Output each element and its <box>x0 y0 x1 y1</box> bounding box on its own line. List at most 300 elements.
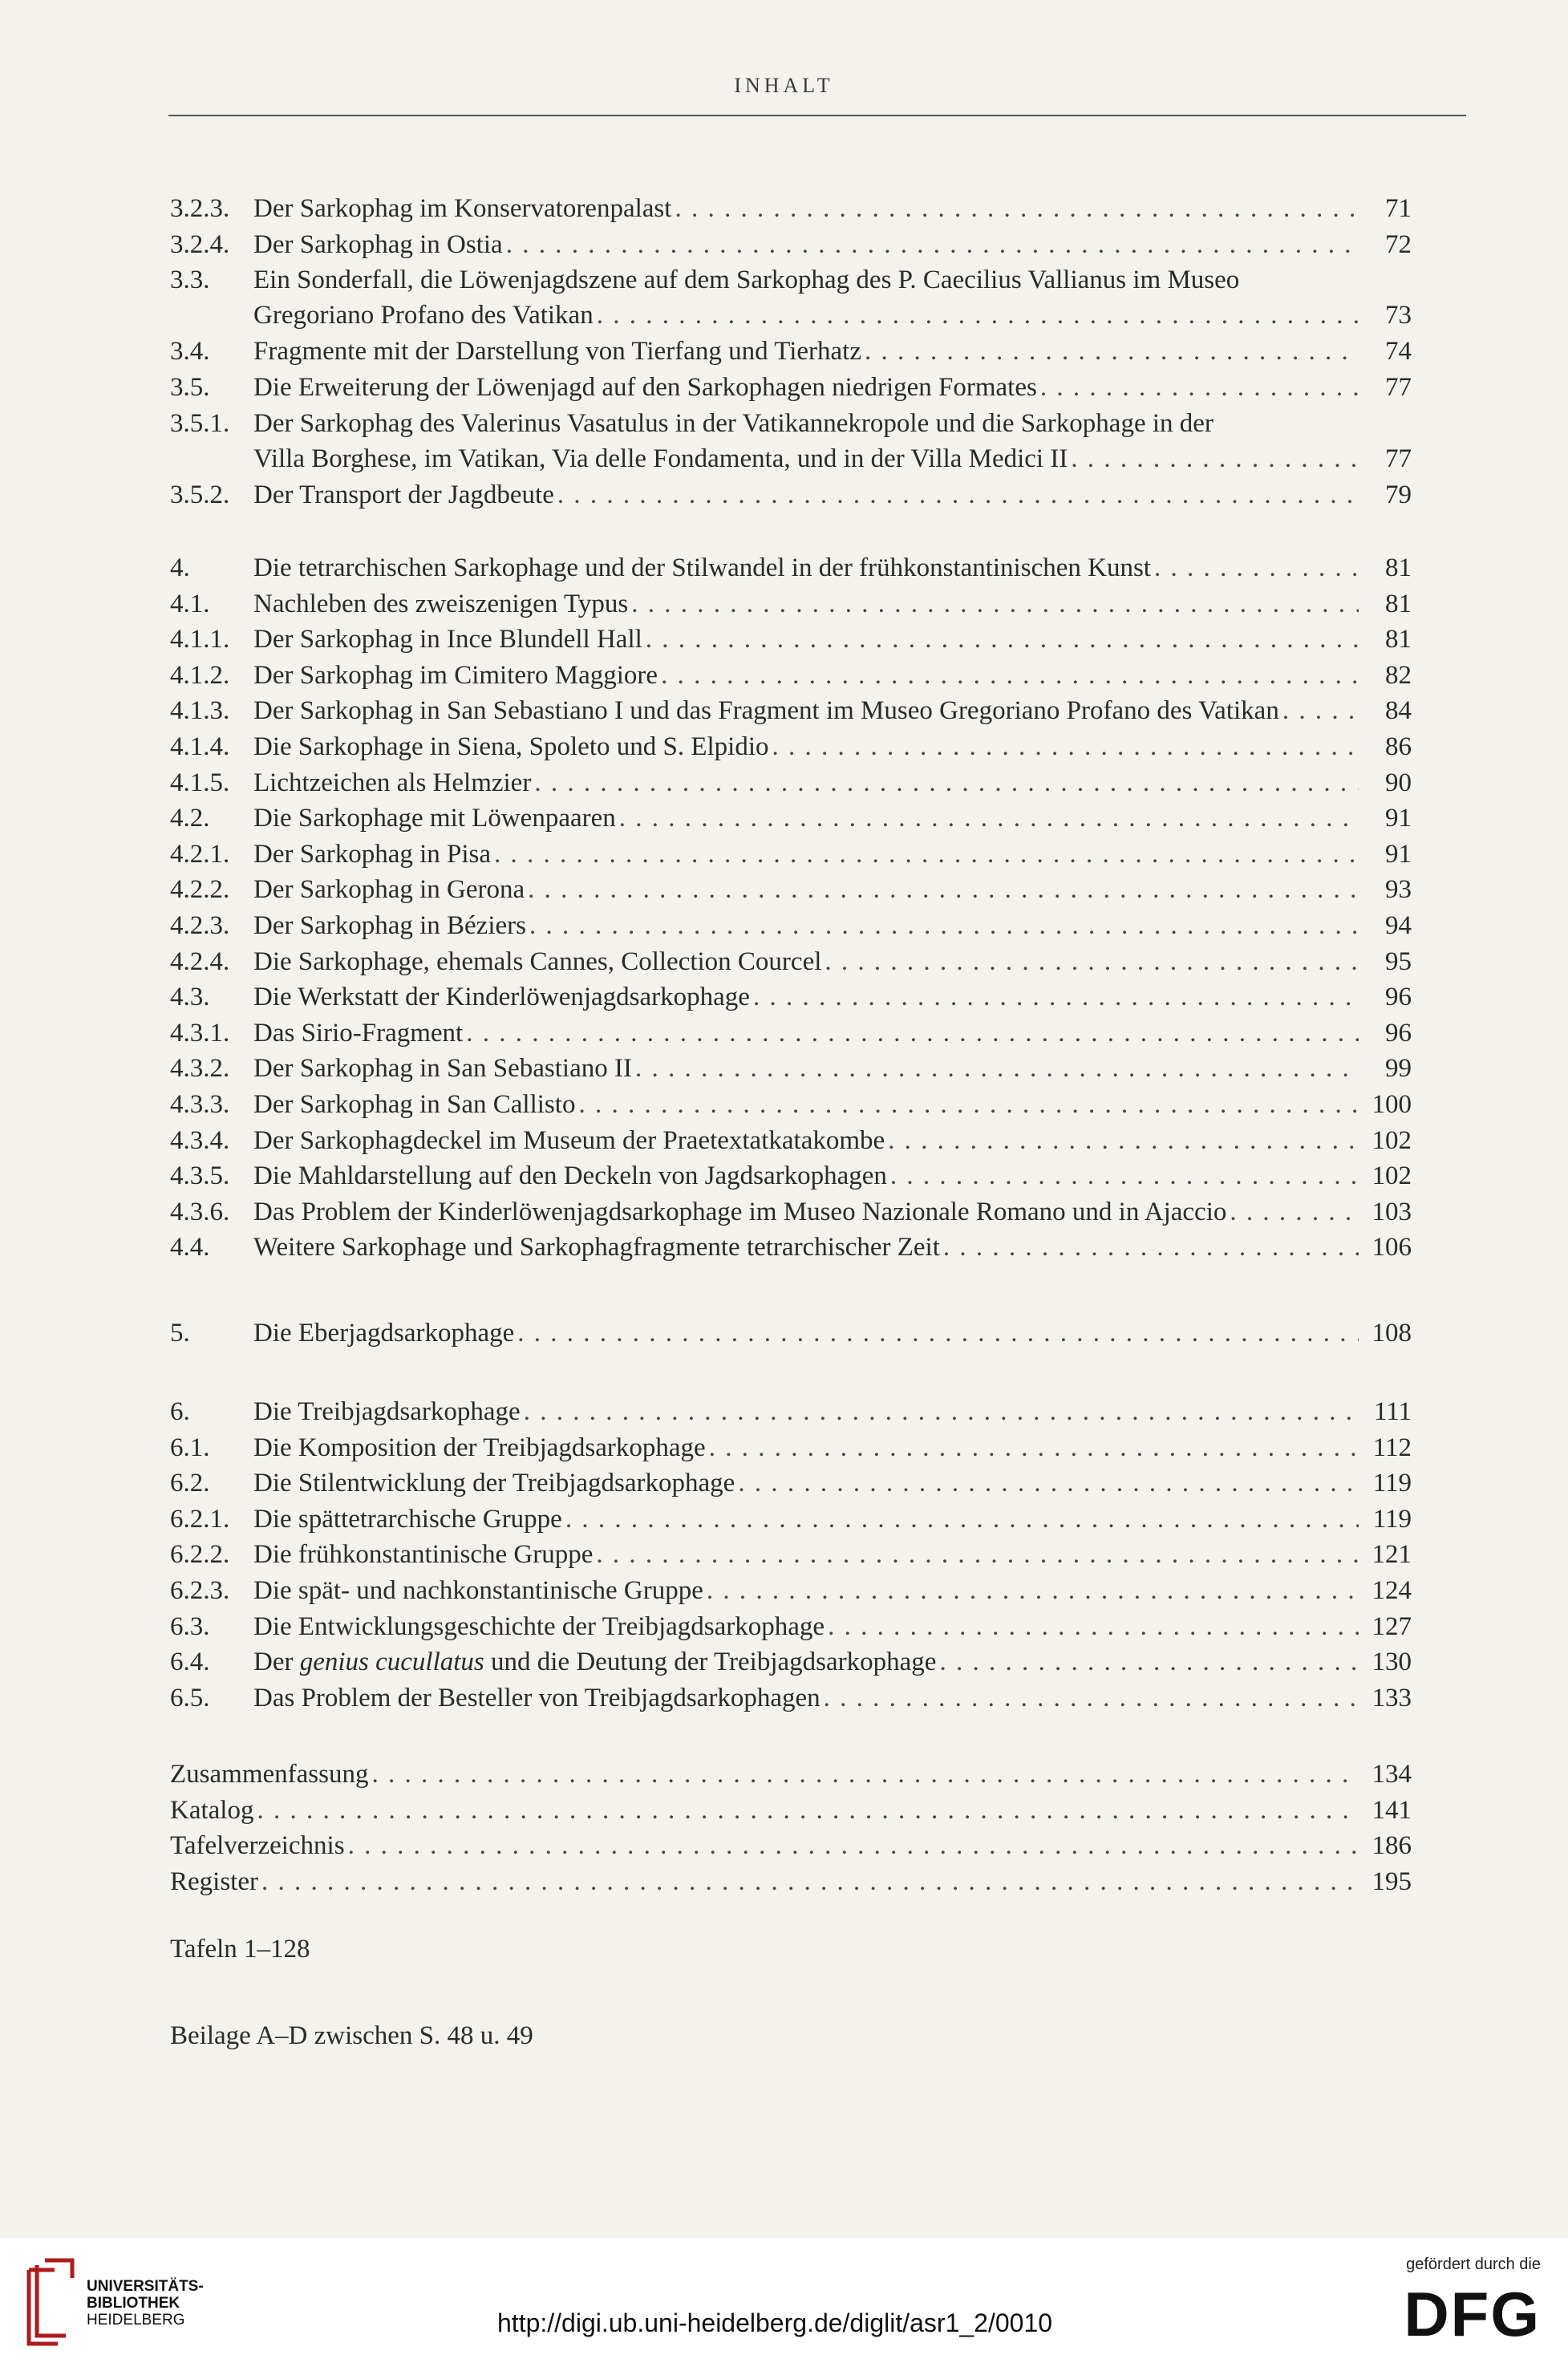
toc-entry <box>170 944 1412 979</box>
toc-entry-title-text: Der Sarkophag im Konservatorenpalast <box>253 194 672 223</box>
toc-entry <box>170 800 1412 836</box>
toc-entry-title <box>253 1394 521 1429</box>
toc-leader-dots <box>825 944 1359 979</box>
toc-entry-line <box>253 1123 1412 1158</box>
toc-leader-dots <box>506 227 1359 262</box>
source-url-link[interactable]: http://digi.ub.uni-heidelberg.de/diglit/asr1_2/0010 <box>497 2308 1053 2337</box>
toc-page-number: 133 <box>1371 1683 1412 1712</box>
toc-page-number: 111 <box>1373 1397 1412 1426</box>
toc-entry-title-text: Der Sarkophag in Pisa <box>253 839 492 869</box>
toc-page-number: 79 <box>1385 480 1412 509</box>
toc-entry-title <box>253 1315 514 1351</box>
toc-entry-line <box>253 693 1412 728</box>
toc-entry-title <box>253 441 1068 476</box>
toc-page-number: 99 <box>1385 1054 1412 1084</box>
toc-leader-dots <box>1040 370 1359 405</box>
toc-leader-dots <box>890 1158 1359 1194</box>
toc-page-number: 96 <box>1385 1018 1412 1048</box>
toc-leader-dots <box>888 1123 1359 1158</box>
toc-leader-dots <box>1154 550 1359 586</box>
toc-leader-dots <box>661 658 1359 693</box>
toc-leader-dots <box>707 1573 1359 1608</box>
toc-page-number: 82 <box>1385 660 1412 690</box>
toc-entry <box>170 1230 1412 1265</box>
toc-entry-title <box>253 944 821 979</box>
toc-entry-title <box>253 1087 575 1122</box>
toc-entry-number: 4.1. <box>170 589 210 618</box>
toc-entry <box>170 729 1412 764</box>
toc-entry-line <box>253 658 1412 693</box>
toc-leader-dots <box>494 837 1359 872</box>
toc-entry-title-text: Das Problem der Besteller von Treibjagdsarkophagen <box>253 1683 820 1712</box>
toc-entry-title-text: Die Mahldarstellung auf den Deckeln von Jagdsarkophagen <box>253 1161 887 1191</box>
toc-entry-number: 4.3. <box>170 983 210 1012</box>
toc-page-number: 93 <box>1385 875 1412 905</box>
toc-entry-title-text: Fragmente mit der Darstellung von Tierfang und Tierhatz <box>253 337 861 367</box>
toc-entry-line <box>253 1015 1412 1051</box>
toc-entry-number: 6.3. <box>170 1611 210 1641</box>
toc-leader-dots <box>1282 693 1359 728</box>
toc-entry-line <box>253 872 1412 907</box>
toc-page-number: 91 <box>1385 839 1412 869</box>
toc-entry-title-text: Weitere Sarkophage und Sarkophagfragmente tetrarchischer Zeit <box>253 1233 940 1263</box>
toc-entry-title <box>253 837 491 872</box>
toc-leader-dots <box>466 1015 1359 1051</box>
toc-leader-dots <box>529 908 1359 943</box>
toc-page-number: 119 <box>1372 1469 1412 1498</box>
toc-entry <box>170 1644 1412 1680</box>
toc-entry-title <box>253 1015 463 1051</box>
toc-entry-number: 6.2.2. <box>170 1540 230 1570</box>
toc-entry-title-text: Nachleben des zweiszenigen Typus <box>253 589 629 618</box>
toc-entry-title <box>170 1757 368 1792</box>
toc-entry-title <box>170 1828 345 1863</box>
toc-entry-title-text: Zusammenfassung <box>170 1760 369 1789</box>
library-name-line3: HEIDELBERG <box>87 2312 185 2328</box>
toc-page-number: 127 <box>1371 1611 1412 1641</box>
toc-entry <box>170 1158 1412 1194</box>
toc-leader-dots <box>865 334 1359 369</box>
toc-entry-number: 3.5.2. <box>170 480 230 509</box>
toc-page-number: 81 <box>1385 625 1412 655</box>
toc-entry <box>170 586 1412 622</box>
toc-entry <box>170 837 1412 872</box>
toc-entry <box>170 693 1412 728</box>
toc-entry-title-text: Katalog <box>170 1795 254 1825</box>
toc-entry-number: 5. <box>170 1319 190 1348</box>
toc-entry-title <box>253 1465 735 1501</box>
toc-entry-line <box>253 908 1412 943</box>
toc-entry <box>170 1087 1412 1122</box>
toc-entry-title-text: Register <box>170 1866 258 1896</box>
page-header-title: INHALT <box>734 74 834 97</box>
toc-page-number: 77 <box>1385 373 1412 402</box>
toc-entry <box>170 908 1412 943</box>
toc-page-number: 186 <box>1371 1831 1412 1861</box>
toc-entry-title <box>253 1158 887 1194</box>
toc-entry-number: 4.3.3. <box>170 1090 230 1119</box>
toc-entry-title-text: Das Problem der Kinderlöwenjagdsarkophage im Museo Nazionale Romano und in Ajaccio <box>253 1197 1227 1226</box>
toc-entry-title-text: Der Sarkophag in Gerona <box>253 875 525 905</box>
toc-entry <box>170 1394 1412 1429</box>
toc-entry-title-text: Die Sarkophage mit Löwenpaaren <box>253 804 616 833</box>
toc-page-number: 71 <box>1385 194 1412 223</box>
toc-entry-title <box>253 1230 940 1265</box>
toc-leader-dots <box>824 1680 1359 1716</box>
toc-entry-number: 4.3.1. <box>170 1018 230 1048</box>
toc-entry <box>170 334 1412 369</box>
toc-entry-title-text: Die Treibjagdsarkophage <box>253 1397 521 1426</box>
toc-leader-dots <box>596 1537 1359 1572</box>
toc-entry-title <box>253 477 554 513</box>
toc-entry <box>170 1015 1412 1051</box>
toc-entry <box>170 1430 1412 1465</box>
toc-entry <box>170 1123 1412 1158</box>
toc-entry-line <box>253 227 1412 262</box>
toc-entry-title <box>253 370 1037 405</box>
toc-entry-title-text: Tafelverzeichnis <box>170 1831 345 1861</box>
toc-entry <box>170 872 1412 907</box>
toc-entry-number: 4.1.5. <box>170 768 230 797</box>
toc-page-number: 124 <box>1371 1576 1412 1605</box>
toc-entry-title-text: Der Sarkophag in San Sebastiano I und das Fragment im Museo Gregoriano Profano des Vatikan <box>253 696 1279 726</box>
toc-entry-number: 4.3.5. <box>170 1161 230 1191</box>
toc-entry <box>170 1537 1412 1572</box>
toc-entry-title <box>253 586 628 622</box>
toc-entry <box>170 406 1412 476</box>
toc-page-number: 103 <box>1371 1197 1412 1226</box>
toc-entry <box>170 1194 1412 1230</box>
toc-entry-line <box>253 1194 1412 1230</box>
toc-entry-line <box>253 944 1412 979</box>
toc-page-number: 106 <box>1371 1233 1412 1263</box>
toc-leader-dots <box>828 1609 1359 1644</box>
toc-entry-title <box>253 1502 562 1537</box>
toc-page-number: 90 <box>1385 768 1412 797</box>
toc-page-number: 102 <box>1371 1161 1412 1191</box>
toc-leader-dots <box>646 622 1359 657</box>
toc-entry-title-text: Der Sarkophag in Ostia <box>253 229 503 259</box>
toc-entry-title-text: Die spät- und nachkonstantinische Gruppe <box>253 1576 703 1605</box>
toc-entry-line <box>253 800 1412 836</box>
toc-entry <box>170 622 1412 657</box>
toc-entry <box>170 370 1412 405</box>
toc-leader-dots <box>709 1430 1359 1465</box>
toc-entry-title <box>253 800 616 836</box>
toc-entry <box>170 1315 1412 1351</box>
toc-entry-title <box>253 1051 632 1086</box>
toc-entry-number: 4.3.2. <box>170 1054 230 1084</box>
toc-entry-title <box>253 622 642 657</box>
toc-entry <box>170 550 1412 586</box>
toc-entry-title <box>253 1194 1226 1230</box>
toc-leader-dots <box>738 1465 1359 1501</box>
toc-entry-title-text: und die Deutung der Treibjagdsarkophage <box>491 1648 937 1677</box>
toc-entry-line <box>253 1087 1412 1122</box>
toc-page-number: 86 <box>1385 732 1412 761</box>
toc-leader-dots <box>524 1394 1359 1429</box>
toc-entry-title <box>253 191 671 226</box>
toc-entry-line <box>253 586 1412 622</box>
toc-entry-line <box>253 1644 1412 1680</box>
toc-entry <box>170 477 1412 513</box>
toc-entry-title-text: Die spättetrarchische Gruppe <box>253 1504 562 1534</box>
toc-leader-dots <box>1230 1194 1359 1230</box>
toc-page-number: 96 <box>1385 983 1412 1012</box>
toc-entry-line <box>170 1864 1412 1899</box>
toc-entry-number: 4. <box>170 553 190 582</box>
toc-leader-dots <box>257 1793 1359 1828</box>
toc-entry-line <box>253 1609 1412 1644</box>
toc-entry-line <box>253 622 1412 657</box>
toc-entry <box>170 979 1412 1015</box>
toc-entry-title <box>253 979 750 1015</box>
toc-entry-line <box>253 370 1412 405</box>
toc-page-number: 100 <box>1371 1090 1412 1119</box>
toc-entry-title-text: Die Sarkophage, ehemals Cannes, Collection Courcel <box>253 946 822 976</box>
toc-entry-number: 3.2.3. <box>170 194 230 223</box>
toc-leader-dots <box>371 1757 1359 1792</box>
toc-entry-title <box>253 729 769 764</box>
toc-entry-line <box>253 1394 1412 1429</box>
toc-leader-dots <box>939 1644 1359 1680</box>
toc-entry-line <box>253 1315 1412 1351</box>
toc-leader-dots <box>348 1828 1359 1863</box>
toc-entry-title-text: Die Werkstatt der Kinderlöwenjagdsarkophage <box>253 983 750 1012</box>
toc-entry-number: 4.1.4. <box>170 732 230 761</box>
toc-entry-number: 4.2.3. <box>170 911 230 940</box>
toc-entry-number: 4.2. <box>170 804 210 833</box>
toc-entry-number: 4.2.1. <box>170 839 230 869</box>
toc-page-number: 195 <box>1371 1866 1412 1896</box>
toc-entry-title-text: Lichtzeichen als Helmzier <box>253 768 532 797</box>
toc-entry <box>170 1828 1412 1863</box>
toc-leader-dots <box>1071 441 1359 476</box>
toc-entry-line <box>253 1465 1412 1501</box>
toc-entry-title-italic: genius cucullatus <box>299 1648 484 1677</box>
toc-leader-dots <box>772 729 1359 764</box>
toc-entry-line <box>253 1502 1412 1537</box>
toc-page-number: 102 <box>1371 1125 1412 1155</box>
toc-entry <box>170 1051 1412 1086</box>
toc-leader-dots <box>619 800 1359 836</box>
toc-entry-line <box>253 837 1412 872</box>
toc-entry-number: 4.1.1. <box>170 625 230 655</box>
toc-page-number: 112 <box>1372 1433 1412 1462</box>
toc-entry-line <box>253 979 1412 1015</box>
dfg-logo: DFG <box>1404 2279 1541 2349</box>
toc-page-number: 73 <box>1385 301 1412 330</box>
toc-page-number: 95 <box>1385 946 1412 976</box>
tafeln-note: Tafeln 1–128 <box>170 1935 310 1964</box>
toc-entry-title <box>253 1644 936 1680</box>
toc-entry-title <box>253 908 526 943</box>
toc-entry-line <box>253 1158 1412 1194</box>
toc-entry-title-text: Die Eberjagdsarkophage <box>253 1319 515 1348</box>
toc-entry-number: 4.2.2. <box>170 875 230 905</box>
toc-page-number: 74 <box>1385 337 1412 367</box>
toc-entry-title-text: Die Erweiterung der Löwenjagd auf den Sarkophagen niedrigen Formates <box>253 373 1037 402</box>
toc-leader-dots <box>261 1864 1359 1899</box>
toc-entry <box>170 1793 1412 1828</box>
toc-leader-dots <box>565 1502 1359 1537</box>
toc-page-number: 119 <box>1372 1504 1412 1534</box>
toc-entry-title <box>253 334 861 369</box>
toc-entry <box>170 1757 1412 1792</box>
toc-entry-title <box>253 1430 706 1465</box>
toc-entry-line <box>253 298 1412 333</box>
toc-entry-title-text: Der Sarkophag im Cimitero Maggiore <box>253 660 658 690</box>
toc-entry <box>170 262 1412 333</box>
toc-leader-dots <box>675 191 1359 226</box>
toc-page-number: 91 <box>1385 804 1412 833</box>
library-name <box>87 2278 204 2328</box>
toc-entry-line <box>253 334 1412 369</box>
toc-leader-dots <box>753 979 1359 1015</box>
toc-entry-title-text: Villa Borghese, im Vatikan, Via delle Fondamenta, und in der Villa Medici II <box>253 444 1068 473</box>
toc-entry <box>170 1465 1412 1501</box>
toc-page-number: 121 <box>1371 1540 1412 1570</box>
toc-leader-dots <box>943 1230 1359 1265</box>
toc-entry-title-text: Das Sirio-Fragment <box>253 1018 464 1048</box>
toc-entry-number: 4.1.3. <box>170 696 230 726</box>
toc-entry-line <box>170 1757 1412 1792</box>
library-name-line1: UNIVERSITÄTS- <box>87 2278 204 2295</box>
digitization-footer <box>0 2238 1568 2367</box>
toc-entry-title-text: Gregoriano Profano des Vatikan <box>253 301 594 330</box>
toc-entry-line <box>253 1430 1412 1465</box>
toc-entry-line <box>253 1051 1412 1086</box>
toc-entry-title <box>253 872 525 907</box>
toc-entry-title <box>253 1123 885 1158</box>
toc-entry-line <box>253 441 1412 476</box>
toc-entry <box>170 227 1412 262</box>
toc-entry-title <box>253 227 503 262</box>
toc-entry-title-text: Der Sarkophag in San Sebastiano II <box>253 1054 632 1084</box>
toc-entry <box>170 1609 1412 1644</box>
toc-page-number: 81 <box>1385 589 1412 618</box>
toc-page-number: 134 <box>1371 1760 1412 1789</box>
toc-page-number: 141 <box>1371 1795 1412 1825</box>
toc-entry-title <box>253 298 594 333</box>
funding-caption: gefördert durch die <box>1406 2256 1541 2273</box>
toc-entry <box>170 658 1412 693</box>
toc-entry-line <box>170 1793 1412 1828</box>
header-rule <box>168 115 1466 116</box>
toc-entry-number: 4.4. <box>170 1233 210 1263</box>
toc-page-number: 81 <box>1385 553 1412 582</box>
toc-entry-title <box>253 1573 703 1608</box>
toc-entry-title <box>253 765 531 800</box>
toc-leader-dots <box>557 477 1359 513</box>
toc-entry-number: 3.2.4. <box>170 229 230 259</box>
beilage-note: Beilage A–D zwischen S. 48 u. 49 <box>170 2021 533 2050</box>
toc-entry-line <box>253 1680 1412 1716</box>
toc-entry <box>170 765 1412 800</box>
toc-entry-number: 3.5.1. <box>170 408 230 438</box>
toc-entry <box>170 1864 1412 1899</box>
toc-entry-title-text: Die Entwicklungsgeschichte der Treibjagdsarkophage <box>253 1611 825 1641</box>
toc-entry-line <box>253 477 1412 513</box>
toc-leader-dots <box>597 298 1359 333</box>
toc-entry-title-text: Der Sarkophagdeckel im Museum der Praetextatkatakombe <box>253 1125 885 1155</box>
toc-entry-title <box>253 1537 593 1572</box>
toc-entry-number: 4.2.4. <box>170 946 230 976</box>
toc-page-number: 130 <box>1371 1648 1412 1677</box>
toc-entry-title-text: Der Sarkophag in San Callisto <box>253 1090 576 1119</box>
toc-entry-line <box>253 1230 1412 1265</box>
toc-entry-title-text: Der Transport der Jagdbeute <box>253 480 554 509</box>
toc-entry-line <box>253 765 1412 800</box>
toc-entry-number: 6.2. <box>170 1469 210 1498</box>
toc-entry <box>170 1502 1412 1537</box>
toc-entry-title-text: Die Stilentwicklung der Treibjagdsarkophage <box>253 1469 735 1498</box>
toc-leader-dots <box>517 1315 1359 1351</box>
toc-entry-title-first-line: Der Sarkophag des Valerinus Vasatulus in der Vatikannekropole und die Sarkophage in der <box>253 408 1213 438</box>
toc-leader-dots <box>635 1051 1359 1086</box>
toc-entry-title-text: Die frühkonstantinische Gruppe <box>253 1540 594 1570</box>
toc-entry-number: 3.4. <box>170 337 210 367</box>
toc-entry-number: 6.5. <box>170 1683 210 1712</box>
toc-entry-number: 4.1.2. <box>170 660 230 690</box>
toc-entry-number: 4.3.6. <box>170 1197 230 1226</box>
toc-entry-line <box>253 550 1412 586</box>
toc-entry-title <box>253 658 658 693</box>
toc-leader-dots <box>534 765 1359 800</box>
toc-entry-number: 6.2.3. <box>170 1576 230 1605</box>
toc-entry-title <box>253 550 1151 586</box>
toc-entry-title-prefix: Der <box>253 1648 294 1677</box>
toc-leader-dots <box>631 586 1359 622</box>
toc-entry-title-first-line: Ein Sonderfall, die Löwenjagdszene auf dem Sarkophag des P. Caecilius Vallianus im Museo <box>253 265 1240 295</box>
toc-entry-title-text: Der Sarkophag in Béziers <box>253 911 526 940</box>
toc-entry-number: 4.3.4. <box>170 1125 230 1155</box>
toc-entry-number: 3.5. <box>170 373 210 402</box>
toc-entry-number: 6.1. <box>170 1433 210 1462</box>
toc-entry-title <box>170 1864 258 1899</box>
toc-entry-title-text: Die Komposition der Treibjagdsarkophage <box>253 1433 706 1462</box>
toc-page-number: 108 <box>1371 1319 1412 1348</box>
toc-page-number: 77 <box>1385 444 1412 473</box>
toc-entry-line <box>253 191 1412 226</box>
toc-entry-title <box>253 1609 825 1644</box>
toc-entry-line <box>253 1537 1412 1572</box>
toc-entry-title <box>170 1793 253 1828</box>
toc-page-number: 72 <box>1385 229 1412 259</box>
toc-entry-line <box>253 1573 1412 1608</box>
library-logo-icon <box>22 2256 79 2352</box>
toc-entry-title-text: Die tetrarchischen Sarkophage und der Stilwandel in der frühkonstantinischen Kunst <box>253 553 1151 582</box>
toc-entry-title <box>253 1680 820 1716</box>
toc-leader-dots <box>578 1087 1359 1122</box>
toc-entry <box>170 1573 1412 1608</box>
toc-entry-title <box>253 693 1279 728</box>
toc-entry-number: 3.3. <box>170 265 210 295</box>
toc-entry-line <box>253 729 1412 764</box>
toc-entry-line <box>170 1828 1412 1863</box>
toc-page-number: 94 <box>1385 911 1412 940</box>
toc-entry <box>170 1680 1412 1716</box>
toc-entry-title-text: Der Sarkophag in Ince Blundell Hall <box>253 625 642 655</box>
library-name-line2: BIBLIOTHEK <box>87 2295 180 2312</box>
toc-entry-number: 6. <box>170 1397 190 1426</box>
toc-entry-title-text: Die Sarkophage in Siena, Spoleto und S. Elpidio <box>253 732 769 761</box>
toc-entry-number: 6.2.1. <box>170 1504 230 1534</box>
toc-entry-number: 6.4. <box>170 1648 210 1677</box>
toc-entry <box>170 191 1412 226</box>
toc-page-number: 84 <box>1385 696 1412 726</box>
toc-leader-dots <box>528 872 1359 907</box>
